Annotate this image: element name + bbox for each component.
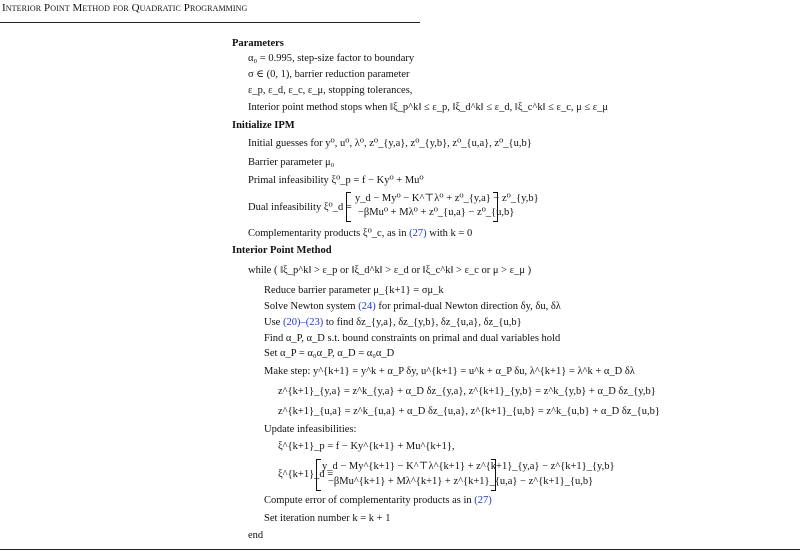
init-primal: Primal infeasibility ξ⁰_p = f − Ky⁰ + Mu⁰ <box>248 175 424 186</box>
step-reduce-barrier: Reduce barrier parameter μ_{k+1} = σμ_k <box>264 285 444 296</box>
init-barrier: Barrier parameter μ₀ <box>248 157 335 168</box>
while-condition: while ( ‖ξ_p^k‖ > ε_p or ‖ξ_d^k‖ > ε_d or ‖ξ_c^k‖ > ε_c or μ > ε_μ ) <box>248 265 532 276</box>
section-parameters: Parameters <box>232 38 284 49</box>
eq-ref-20-23[interactable]: (20)–(23) <box>282 317 324 328</box>
matrix-bracket-right <box>493 192 498 222</box>
step-dual-row1: y_d − My^{k+1} − K^⊤λ^{k+1} + z^{k+1}_{y,a} − z^{k+1}_{y,b} <box>322 461 615 472</box>
step-update-label: Update infeasibilities: <box>264 424 357 435</box>
page-header-title: Interior Point Method for Quadratic Programming <box>2 2 248 14</box>
init-dual-row2: −βMu⁰ + Mλ⁰ + z⁰_{u,a} − z⁰_{u,b} <box>358 207 515 218</box>
step-solve-newton: Solve Newton system (24) for primal-dual Newton direction δy, δu, δλ <box>264 301 561 312</box>
matrix2-bracket-left <box>316 459 321 491</box>
step-use: Use (20)–(23) to find δz_{y,a}, δz_{y,b}, δz_{u,a}, δz_{u,b} <box>264 317 522 328</box>
section-ipm: Interior Point Method <box>232 245 332 256</box>
init-dual-row1: y_d − My⁰ − K^⊤λ⁰ + z⁰_{y,a} − z⁰_{y,b} <box>355 193 539 204</box>
step-z-y: z^{k+1}_{y,a} = z^k_{y,a} + α_D δz_{y,a}, z^{k+1}_{y,b} = z^k_{y,b} + α_D δz_{y,b} <box>278 386 656 397</box>
step-primal-update: ξ^{k+1}_p = f − Ky^{k+1} + Mu^{k+1}, <box>278 441 455 452</box>
param-tolerances: ε_p, ε_d, ε_c, ε_μ, stopping tolerances, <box>248 85 413 96</box>
header-rule <box>0 22 420 23</box>
matrix2-bracket-right <box>491 459 496 491</box>
init-guesses: Initial guesses for y⁰, u⁰, λ⁰, z⁰_{y,a}, z⁰_{y,b}, z⁰_{u,a}, z⁰_{u,b} <box>248 138 532 149</box>
param-sigma: σ ∈ (0, 1), barrier reduction parameter <box>248 69 410 80</box>
matrix-bracket-left <box>346 192 351 222</box>
step-z-u: z^{k+1}_{u,a} = z^k_{u,a} + α_D δz_{u,a}, z^{k+1}_{u,b} = z^k_{u,b} + α_D δz_{u,b} <box>278 406 660 417</box>
init-dual-label: Dual infeasibility ξ⁰_d = <box>248 202 352 213</box>
step-make-step: Make step: y^{k+1} = y^k + α_P δy, u^{k+1} = u^k + α_P δu, λ^{k+1} = λ^k + α_D δλ <box>264 366 635 377</box>
param-alpha: α₀ = 0.995, step-size factor to boundary <box>248 53 415 64</box>
step-dual-row2: −βMu^{k+1} + Mλ^{k+1} + z^{k+1}_{u,a} − z^{k+1}_{u,b} <box>328 476 594 487</box>
step-compute-error: Compute error of complementarity products as in (27) <box>264 495 492 506</box>
end-keyword: end <box>248 530 264 541</box>
footer-rule <box>0 549 800 550</box>
eq-ref-27b[interactable]: (27) <box>474 495 492 506</box>
step-dual-label: ξ^{k+1}_d = <box>278 469 334 480</box>
param-stopping: Interior point method stops when ‖ξ_p^k‖ ≤ ε_p, ‖ξ_d^k‖ ≤ ε_d, ‖ξ_c^k‖ ≤ ε_c, μ ≤ ε_μ <box>248 102 609 113</box>
step-set-alpha: Set α_P = α₀α_P, α_D = α₀α_D <box>264 348 395 359</box>
step-iteration: Set iteration number k = k + 1 <box>264 513 391 524</box>
eq-ref-27[interactable]: (27) <box>409 228 427 239</box>
step-find-alpha: Find α_P, α_D s.t. bound constraints on primal and dual variables hold <box>264 333 561 344</box>
init-complementarity: Complementarity products ξ⁰_c, as in (27) with k = 0 <box>248 228 473 239</box>
section-initialize: Initialize IPM <box>232 120 295 131</box>
eq-ref-24[interactable]: (24) <box>358 301 376 312</box>
